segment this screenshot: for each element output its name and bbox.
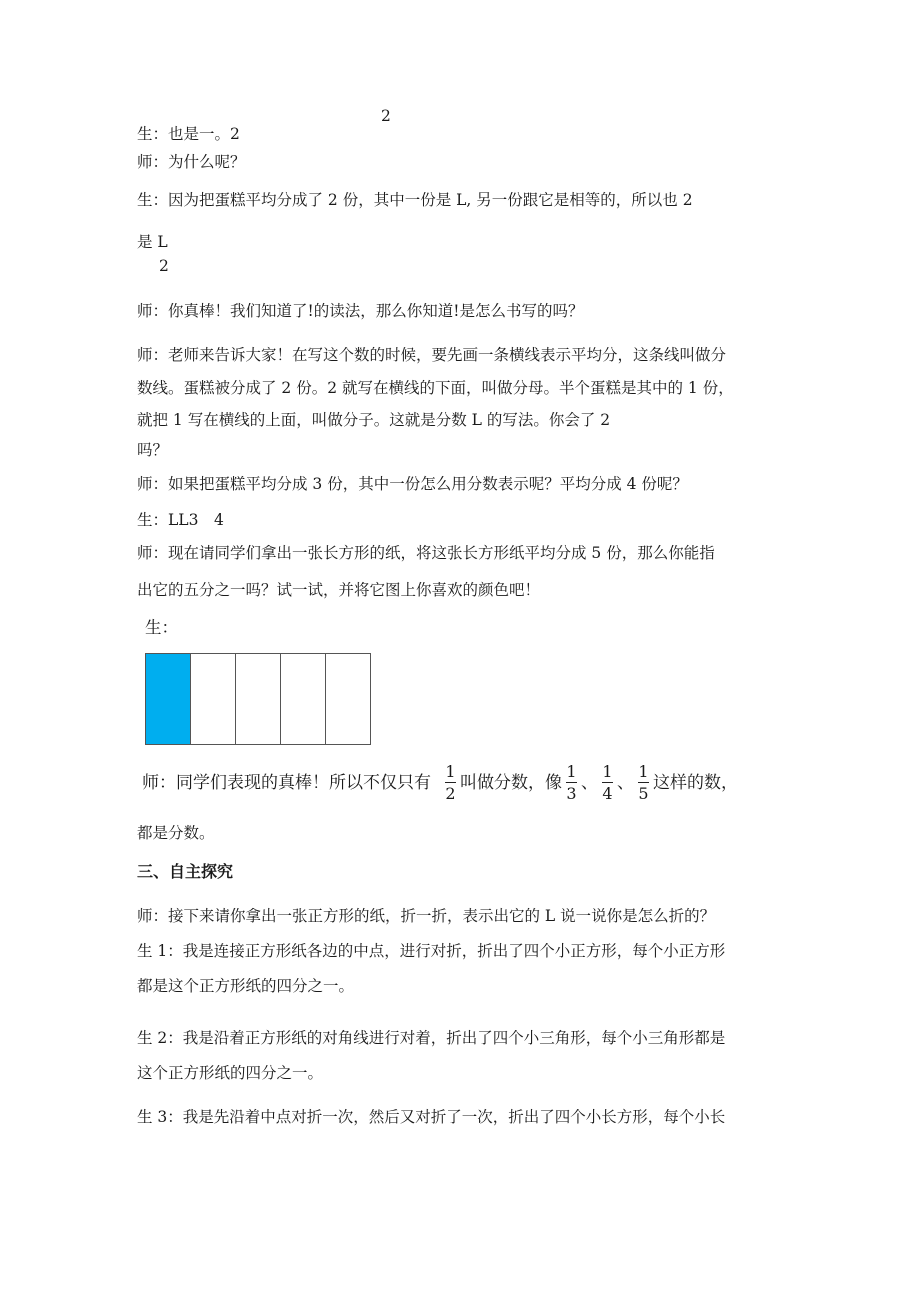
strip-cell xyxy=(191,654,236,744)
strip-cell xyxy=(326,654,370,744)
text-line: 师：现在请同学们拿出一张长方形的纸，将这张长方形纸平均分成 5 份，那么你能指 xyxy=(137,544,715,562)
text-line: 生：也是一。2 xyxy=(137,125,240,143)
praise-text-a: 师：同学们表现的真棒！所以不仅只有 xyxy=(142,772,431,793)
text-line: 都是分数。 xyxy=(137,824,215,842)
text-line: 吗？ xyxy=(137,441,169,459)
text-line: 都是这个正方形纸的四分之一。 xyxy=(137,977,355,995)
fraction-denominator: 2 xyxy=(445,784,456,803)
text-line: 师：你真棒！我们知道了!的读法，那么你知道!是怎么书写的吗？ xyxy=(137,302,584,320)
text-line: 生 2：我是沿着正方形纸的对角线进行对着，折出了四个小三角形，每个小三角形都是 xyxy=(137,1029,726,1047)
fraction-one-third xyxy=(566,762,577,803)
praise-text-b: 叫做分数，像 xyxy=(460,772,562,793)
stray-numeral: 2 xyxy=(381,107,391,125)
text-line: 数线。蛋糕被分成了 2 份。2 就写在横线的下面，叫做分母。半个蛋糕是其中的 1 份， xyxy=(137,379,734,397)
praise-line xyxy=(142,762,738,803)
text-line: 出它的五分之一吗？试一试，并将它图上你喜欢的颜色吧！ xyxy=(137,581,541,599)
strip-cell xyxy=(236,654,281,744)
text-line: 生： xyxy=(145,618,178,637)
text-line: 师：如果把蛋糕平均分成 3 份，其中一份怎么用分数表示呢？平均分成 4 份呢？ xyxy=(137,475,688,493)
text-line: 生：因为把蛋糕平均分成了 2 份，其中一份是 L, 另一份跟它是相等的，所以也 2 xyxy=(137,191,693,209)
fraction-one-half xyxy=(445,762,456,803)
text-line: 这个正方形纸的四分之一。 xyxy=(137,1064,324,1082)
stray-numeral: 2 xyxy=(159,257,169,275)
text-line: 师：老师来告诉大家！在写这个数的时候，要先画一条横线表示平均分，这条线叫做分 xyxy=(137,346,727,364)
fraction-denominator: 4 xyxy=(602,784,613,803)
separator: 、 xyxy=(581,772,598,793)
text-line: 师：为什么呢？ xyxy=(137,153,246,171)
text-line: 师：接下来请你拿出一张正方形的纸，折一折，表示出它的 L 说一说你是怎么折的？ xyxy=(137,907,716,925)
strip-cell-colored xyxy=(146,654,191,744)
section-heading: 三、自主探究 xyxy=(137,862,234,881)
text-line: 生 3：我是先沿着中点对折一次，然后又对折了一次，折出了四个小长方形，每个小长 xyxy=(137,1108,726,1126)
fraction-one-quarter xyxy=(602,762,613,803)
fraction-denominator: 3 xyxy=(566,784,577,803)
strip-cell xyxy=(281,654,326,744)
fraction-one-fifth xyxy=(638,762,649,803)
praise-text-c: 这样的数， xyxy=(653,772,738,793)
rectangle-strip-figure xyxy=(145,653,371,745)
text-line: 生 1：我是连接正方形纸各边的中点，进行对折，折出了四个小正方形，每个小正方形 xyxy=(137,942,726,960)
fraction-numerator: 1 xyxy=(445,762,456,781)
fraction-numerator: 1 xyxy=(602,762,613,781)
text-line: 是 L xyxy=(137,233,168,251)
fraction-denominator: 5 xyxy=(638,784,649,803)
fraction-numerator: 1 xyxy=(638,762,649,781)
fraction-numerator: 1 xyxy=(566,762,577,781)
text-line: 生：LL3 4 xyxy=(137,511,224,529)
separator: 、 xyxy=(617,772,634,793)
text-line: 就把 1 写在横线的上面，叫做分子。这就是分数 L 的写法。你会了 2 xyxy=(137,411,611,429)
